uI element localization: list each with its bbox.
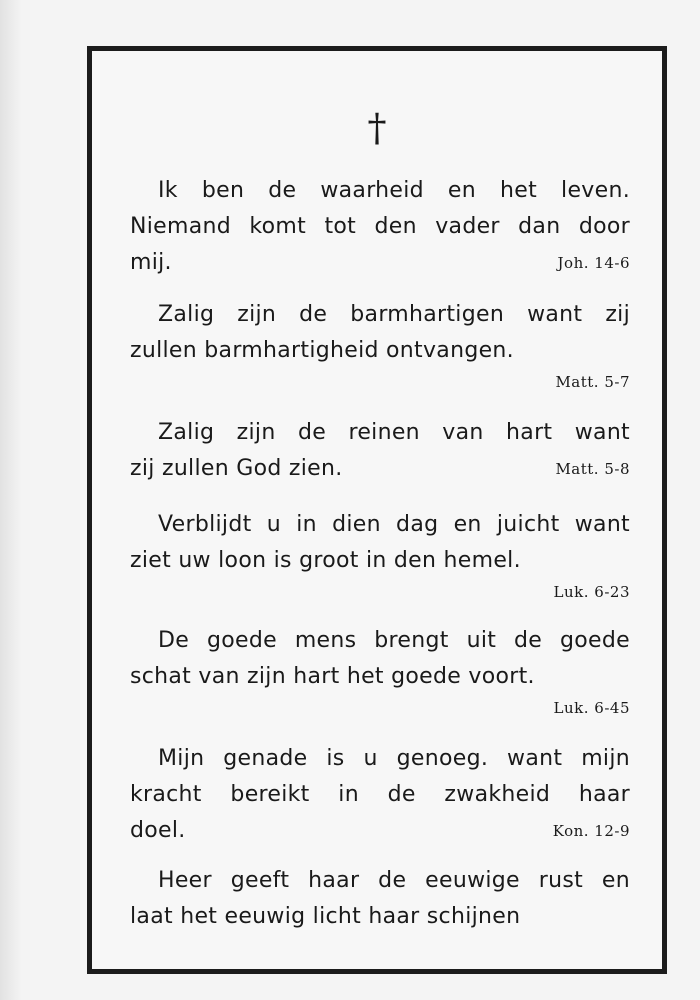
verse-reference: Kon. 12-9 — [552, 822, 630, 840]
verse-reference: Matt. 5-7 — [555, 373, 630, 391]
verse-line: Ik ben de waarheid en het leven. — [158, 178, 630, 203]
verse-line — [130, 245, 630, 281]
verse-line: schat van zijn hart het goede voort. — [130, 664, 535, 689]
verse-line: zullen barmhartigheid ontvangen. — [130, 338, 514, 363]
verse-line: Heer geeft haar de eeuwige rust en — [158, 868, 630, 893]
verse-matt-5-7 — [130, 297, 630, 395]
verse-line: kracht bereikt in de zwakheid haar — [130, 782, 630, 807]
verse-luk-6-45 — [130, 623, 630, 721]
cross-icon: † — [367, 106, 387, 150]
verse-line: ziet uw loon is groot in den hemel. — [130, 548, 521, 573]
verse-reference: Matt. 5-8 — [555, 460, 630, 478]
verse-line — [130, 813, 630, 849]
verse-line: Zalig zijn de barmhartigen want zij — [158, 302, 630, 327]
closing-prayer — [130, 863, 630, 935]
verse-line: Niemand komt tot den vader dan door — [130, 214, 630, 239]
verse-matt-5-8 — [130, 415, 630, 487]
verse-line-text: mij. — [130, 250, 172, 275]
verse-joh-14-6 — [130, 173, 630, 281]
verse-line: laat het eeuwig licht haar schijnen — [130, 904, 521, 929]
verse-reference: Luk. 6-23 — [553, 583, 630, 601]
verse-line: Zalig zijn de reinen van hart want — [158, 420, 630, 445]
page-edge-shadow — [0, 0, 22, 1000]
verse-line-text: zij zullen God zien. — [130, 456, 343, 481]
verse-line — [130, 451, 630, 487]
verse-reference: Luk. 6-45 — [553, 699, 630, 717]
verse-line: Verblijdt u in dien dag en juicht want — [158, 512, 630, 537]
memorial-card — [87, 46, 667, 974]
verse-line: Mijn genade is u genoeg. want mijn — [158, 746, 630, 771]
verse-kon-12-9 — [130, 741, 630, 849]
verse-line: De goede mens brengt uit de goede — [158, 628, 630, 653]
verse-reference: Joh. 14-6 — [557, 254, 630, 272]
verse-luk-6-23 — [130, 507, 630, 605]
verse-line-text: doel. — [130, 818, 186, 843]
